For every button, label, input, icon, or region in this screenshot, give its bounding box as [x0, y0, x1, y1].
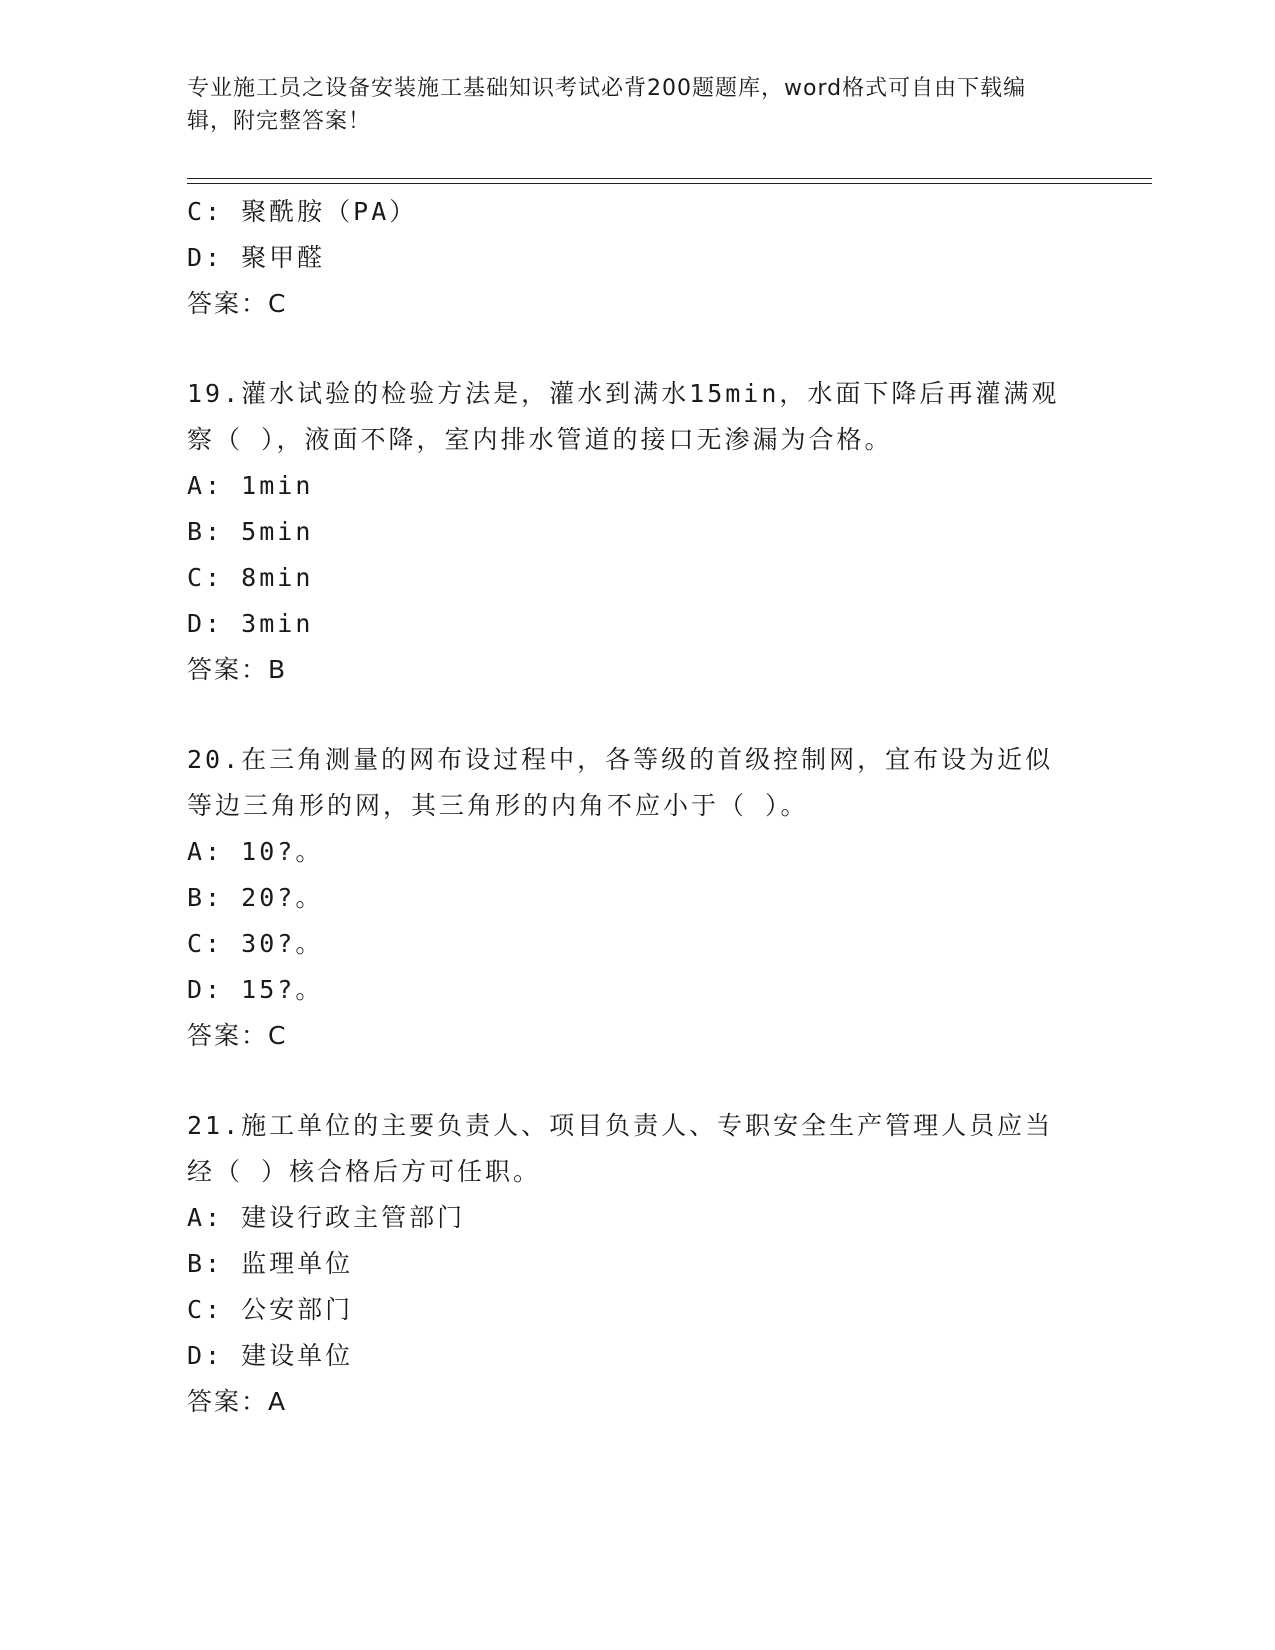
option-c — [187, 1287, 1087, 1333]
question-20 — [187, 737, 1087, 1059]
question-text-line: 19.灌水试验的检验方法是，灌水到满水15min，水面下降后再灌满观 — [187, 379, 1060, 408]
header-divider-top — [187, 178, 1152, 179]
option-text: 1min — [241, 471, 314, 500]
option-d — [187, 235, 1087, 281]
question-text-line: 21.施工单位的主要负责人、项目负责人、专职安全生产管理人员应当 — [187, 1111, 1054, 1140]
option-key: C: — [187, 929, 224, 958]
answer-line: 答案：C — [187, 1021, 288, 1050]
option-key: C: — [187, 563, 224, 592]
option-text: 30?。 — [241, 929, 324, 958]
option-c — [187, 921, 1087, 967]
option-c — [187, 189, 1087, 235]
option-d — [187, 1333, 1087, 1379]
option-text: 建设单位 — [241, 1341, 354, 1370]
option-key: D: — [187, 609, 224, 638]
option-key: B: — [187, 517, 224, 546]
option-key: D: — [187, 243, 224, 272]
option-text: 10?。 — [241, 837, 324, 866]
option-b — [187, 875, 1087, 921]
option-c — [187, 555, 1087, 601]
question-19 — [187, 371, 1087, 693]
question-text-line: 经（ ）核合格后方可任职。 — [187, 1157, 542, 1186]
option-list — [187, 189, 1087, 281]
question-text-line: 察（ ），液面不降，室内排水管道的接口无渗漏为合格。 — [187, 425, 893, 454]
option-b — [187, 509, 1087, 555]
option-a — [187, 1195, 1087, 1241]
option-text: 聚甲醛 — [241, 243, 326, 272]
option-text: 8min — [241, 563, 314, 592]
option-key: B: — [187, 883, 224, 912]
option-text: 公安部门 — [241, 1295, 354, 1324]
question-21 — [187, 1103, 1087, 1425]
option-key: A: — [187, 1203, 224, 1232]
option-a — [187, 829, 1087, 875]
option-key: B: — [187, 1249, 224, 1278]
answer-line: 答案：A — [187, 1387, 288, 1416]
answer-line: 答案：B — [187, 655, 288, 684]
document-header: 专业施工员之设备安装施工基础知识考试必背200题题库，word格式可自由下载编辑，附完整答案！ — [187, 76, 1027, 134]
option-a — [187, 463, 1087, 509]
option-text: 3min — [241, 609, 314, 638]
option-text: 建设行政主管部门 — [241, 1203, 466, 1232]
header-divider-bottom — [187, 183, 1152, 184]
option-text: 5min — [241, 517, 314, 546]
question-text-line: 等边三角形的网，其三角形的内角不应小于（ ）。 — [187, 791, 809, 820]
option-key: A: — [187, 471, 224, 500]
option-key: C: — [187, 1295, 224, 1324]
question-list — [187, 189, 1087, 1425]
option-key: C: — [187, 197, 224, 226]
option-text: 监理单位 — [241, 1249, 354, 1278]
option-d — [187, 601, 1087, 647]
option-d — [187, 967, 1087, 1013]
option-text: 20?。 — [241, 883, 324, 912]
option-key: A: — [187, 837, 224, 866]
option-text: 15?。 — [241, 975, 324, 1004]
answer-line: 答案：C — [187, 289, 288, 318]
option-b — [187, 1241, 1087, 1287]
option-key: D: — [187, 1341, 224, 1370]
option-key: D: — [187, 975, 224, 1004]
option-text: 聚酰胺（PA） — [241, 197, 418, 226]
question-text-line: 20.在三角测量的网布设过程中，各等级的首级控制网，宜布设为近似 — [187, 745, 1054, 774]
